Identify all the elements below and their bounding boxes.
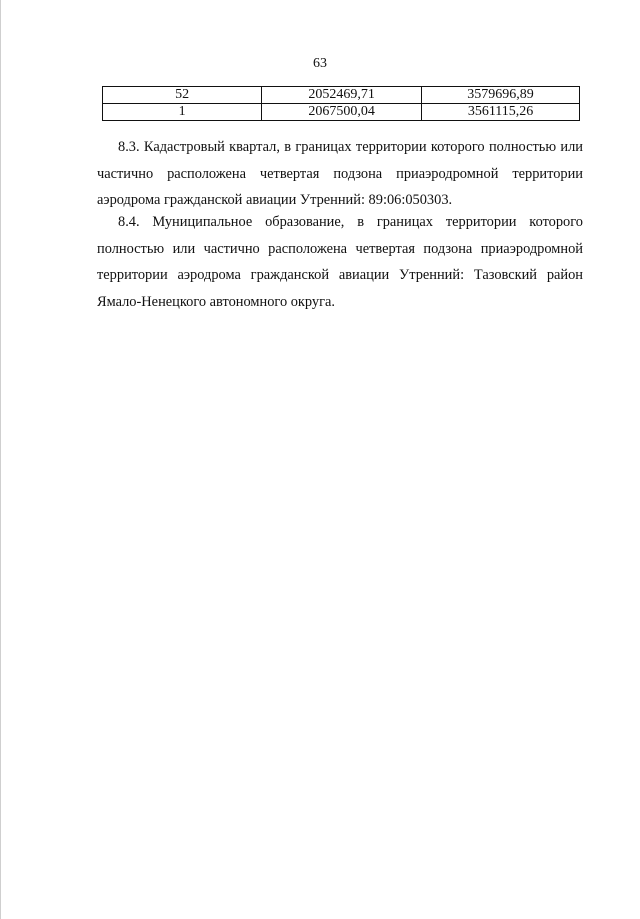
page-number: 63 bbox=[313, 56, 327, 71]
table-cell: 3579696,89 bbox=[422, 87, 580, 104]
table-cell: 2052469,71 bbox=[262, 87, 422, 104]
table-cell: 2067500,04 bbox=[262, 104, 422, 121]
paragraph-8-4: 8.4. Муниципальное образование, в границах территории которого полностью или частично расположена четвертая подзона приаэродромной территории аэродрома гражданской авиации Утренний: Тазовский район Ямало-Ненецкого автономного округа. bbox=[97, 214, 583, 310]
scan-edge-mark bbox=[0, 0, 1, 919]
table-cell: 52 bbox=[103, 87, 262, 104]
table-row bbox=[103, 104, 580, 121]
table-row bbox=[103, 87, 580, 104]
paragraph-8-3: 8.3. Кадастровый квартал, в границах территории которого полностью или частично расположена четвертая подзона приаэродромной территории аэродрома гражданской авиации Утренний: 89:06:050303. bbox=[97, 139, 583, 208]
table-cell: 3561115,26 bbox=[422, 104, 580, 121]
coordinates-table bbox=[102, 86, 580, 121]
table-cell: 1 bbox=[103, 104, 262, 121]
